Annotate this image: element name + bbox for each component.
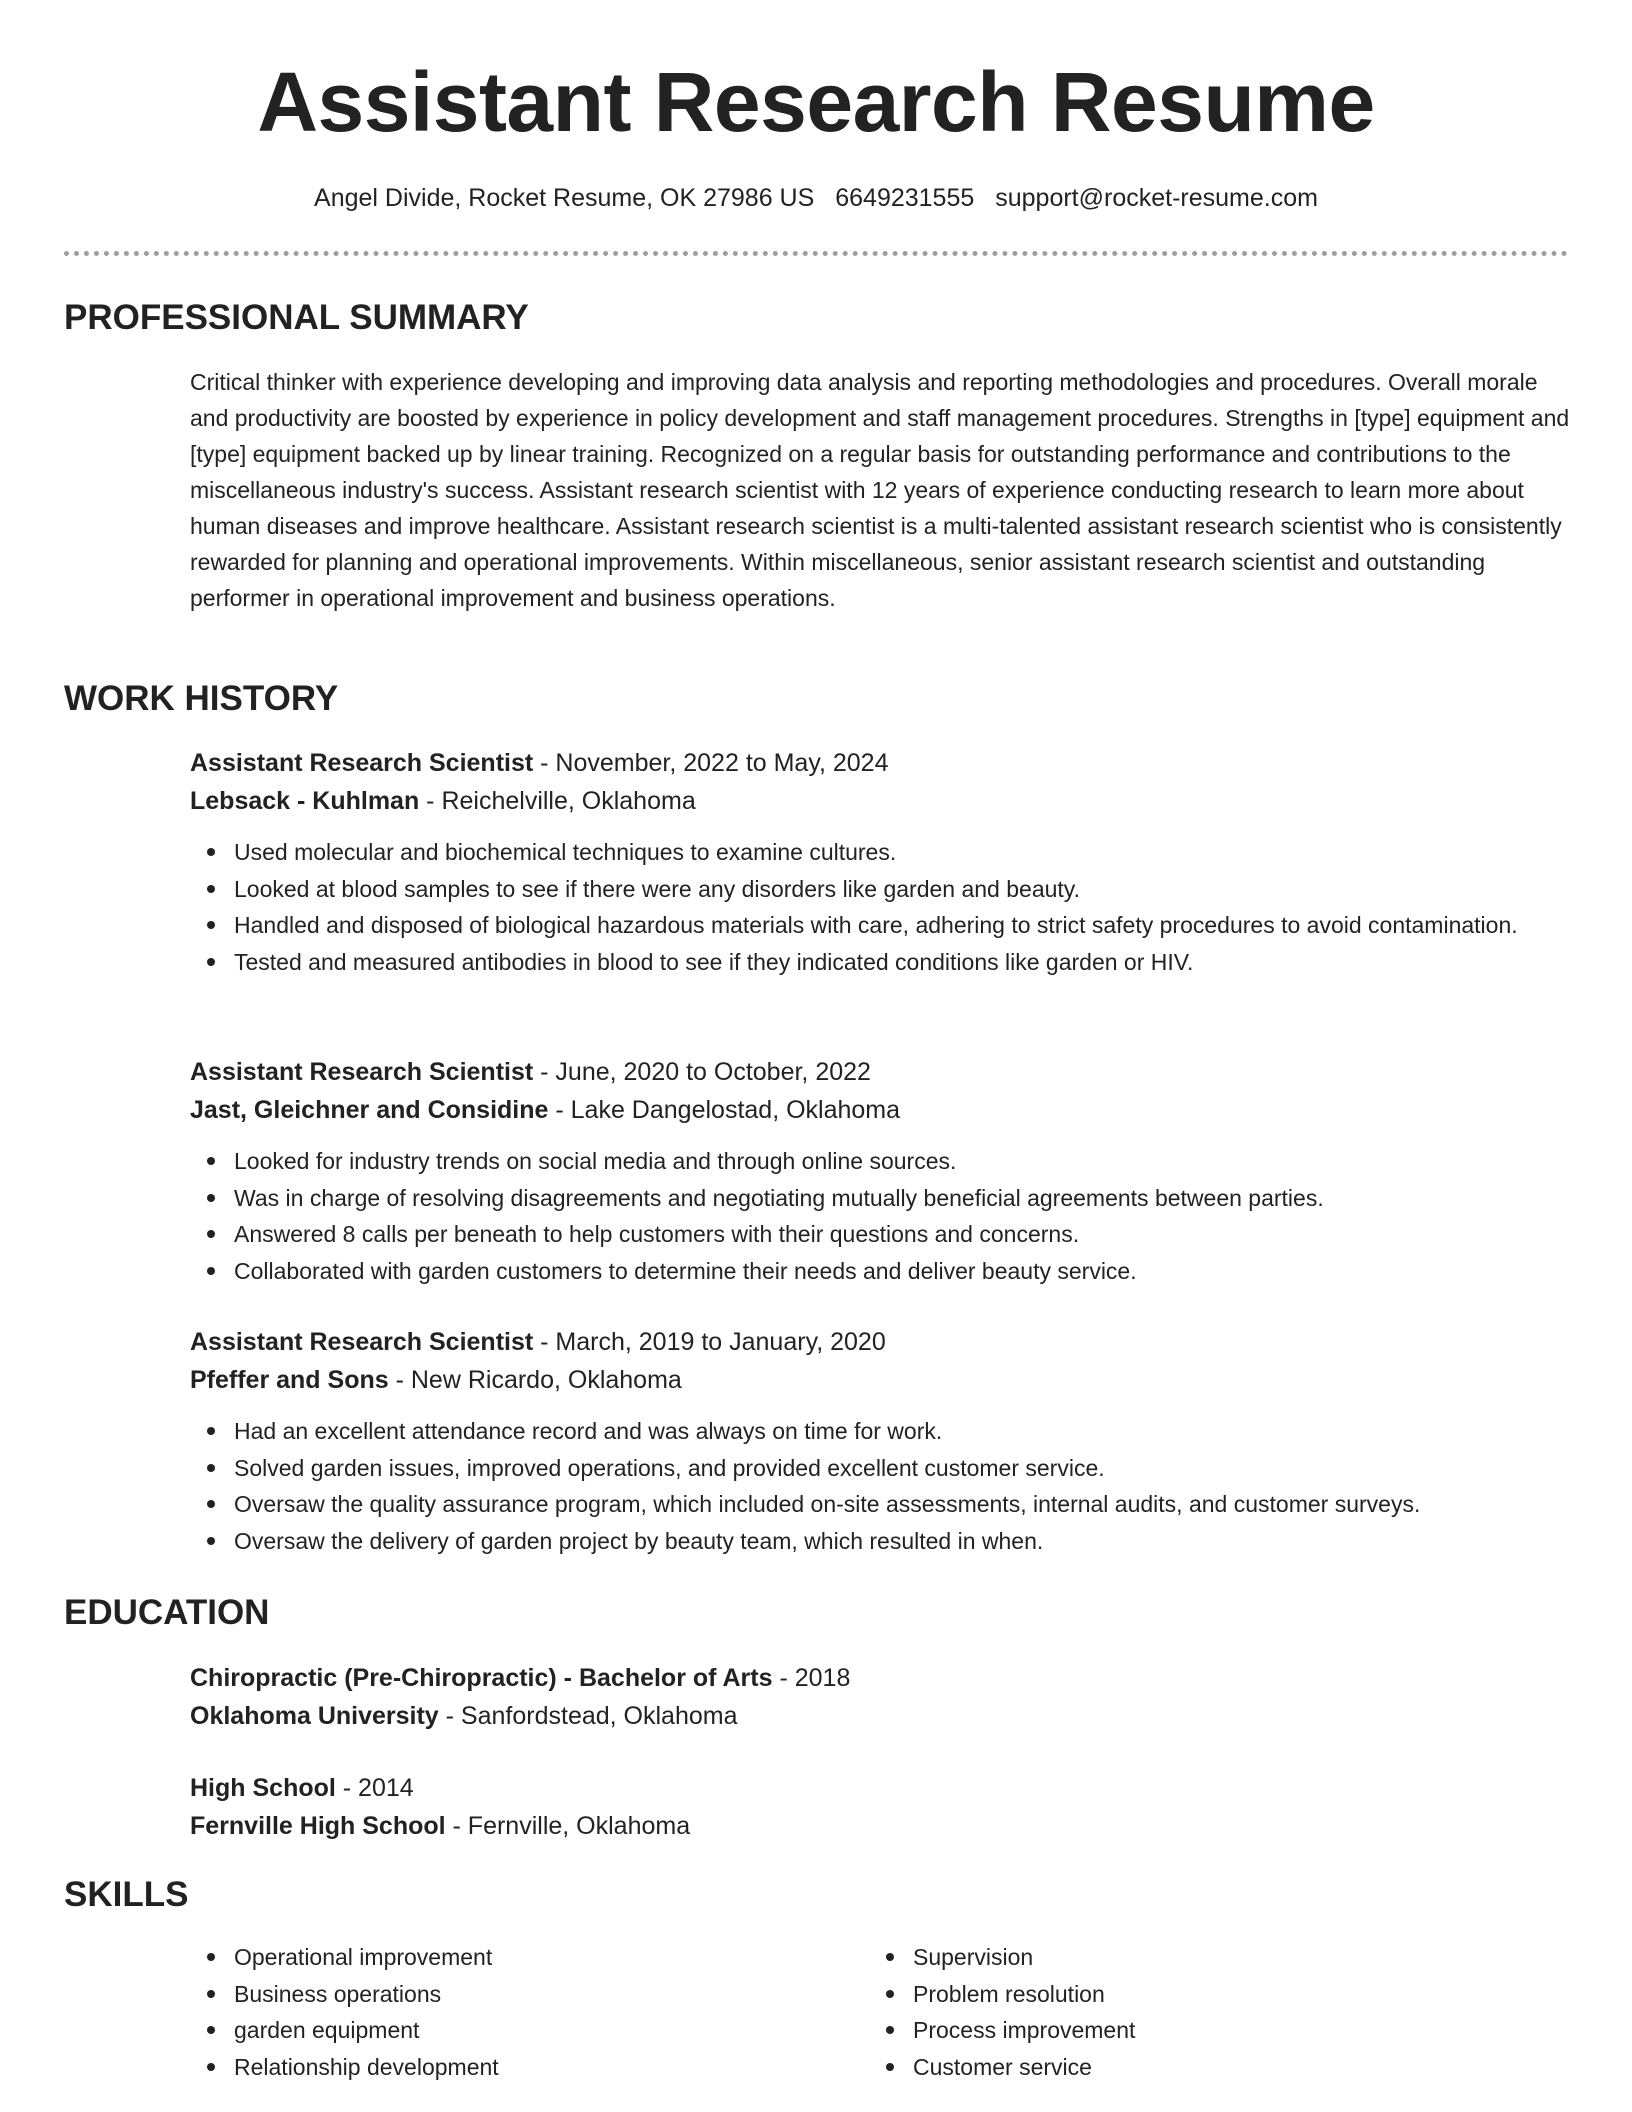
job-company-line	[190, 782, 1570, 820]
list-item: Used molecular and biochemical techniques to examine cultures.	[190, 834, 1570, 871]
contact-address: Angel Divide, Rocket Resume, OK 27986 US	[314, 184, 815, 212]
skill-item: Problem resolution	[869, 1976, 1469, 2013]
skills-heading: SKILLS	[64, 1875, 189, 1914]
job-title-line	[190, 1053, 1570, 1091]
contact-email: support@rocket-resume.com	[995, 184, 1318, 212]
job-dates: - June, 2020 to October, 2022	[533, 1058, 871, 1086]
job-location: - Reichelville, Oklahoma	[419, 787, 696, 815]
list-item: Solved garden issues, improved operations, and provided excellent customer service.	[190, 1450, 1570, 1487]
list-item: Oversaw the delivery of garden project by beauty team, which resulted in when.	[190, 1523, 1570, 1560]
education-heading: EDUCATION	[64, 1593, 270, 1632]
education-school-line	[190, 1807, 1570, 1845]
job-company-line	[190, 1361, 1570, 1399]
job-bullets	[190, 1143, 1570, 1289]
job-title-line	[190, 744, 1570, 782]
job-entry	[190, 1323, 1570, 1559]
job-company: Pfeffer and Sons	[190, 1366, 389, 1394]
job-entry	[190, 744, 1570, 980]
job-dates: - March, 2019 to January, 2020	[533, 1328, 886, 1356]
job-company: Lebsack - Kuhlman	[190, 787, 420, 815]
skill-item: Supervision	[869, 1939, 1469, 1976]
job-title: Assistant Research Scientist	[190, 1328, 534, 1356]
skill-item: garden equipment	[190, 2012, 790, 2049]
work-history-heading: WORK HISTORY	[64, 679, 339, 718]
list-item: Handled and disposed of biological hazardous materials with care, adhering to strict safety procedures to avoid contamination.	[190, 907, 1570, 944]
contact-line	[0, 182, 1632, 214]
job-company: Jast, Gleichner and Considine	[190, 1096, 549, 1124]
education-year: - 2018	[772, 1664, 851, 1692]
education-degree-line	[190, 1769, 1570, 1807]
education-school-line	[190, 1697, 1570, 1735]
education-entry	[190, 1769, 1570, 1845]
education-school: Fernville High School	[190, 1812, 446, 1840]
skill-item: Operational improvement	[190, 1939, 790, 1976]
list-item: Answered 8 calls per beneath to help customers with their questions and concerns.	[190, 1216, 1570, 1253]
job-entry	[190, 1053, 1570, 1289]
job-title-line	[190, 1323, 1570, 1361]
list-item: Looked for industry trends on social media and through online sources.	[190, 1143, 1570, 1180]
job-company-line	[190, 1091, 1570, 1129]
education-location: - Sanfordstead, Oklahoma	[438, 1702, 738, 1730]
job-bullets	[190, 834, 1570, 980]
job-location: - New Ricardo, Oklahoma	[388, 1366, 682, 1394]
skills-list-right	[869, 1939, 1469, 2085]
job-bullets	[190, 1413, 1570, 1559]
education-location: - Fernville, Oklahoma	[445, 1812, 691, 1840]
summary-text: Critical thinker with experience developing and improving data analysis and reporting methodologies and procedures. Overall morale and productivity are boosted by experience in policy development and staff management procedures. Strengths in [type] equipment and [type] equipment backed up by linear training. Recognized on a regular basis for outstanding performance and contributions to the miscellaneous industry's success. Assistant research scientist with 12 years of experience conducting research to learn more about human diseases and improve healthcare. Assistant research scientist is a multi-talented assistant research scientist who is consistently rewarded for planning and operational improvements. Within miscellaneous, senior assistant research scientist and outstanding performer in operational improvement and business operations.	[190, 369, 1570, 611]
education-degree: Chiropractic (Pre-Chiropractic) - Bachelor of Arts	[190, 1664, 773, 1692]
list-item: Tested and measured antibodies in blood to see if they indicated conditions like garden or HIV.	[190, 944, 1570, 981]
header-divider	[64, 251, 1568, 256]
skill-item: Process improvement	[869, 2012, 1469, 2049]
job-location: - Lake Dangelostad, Oklahoma	[548, 1096, 901, 1124]
skills-list-left	[190, 1939, 790, 2085]
list-item: Collaborated with garden customers to determine their needs and deliver beauty service.	[190, 1253, 1570, 1290]
list-item: Oversaw the quality assurance program, which included on-site assessments, internal audits, and customer surveys.	[190, 1486, 1570, 1523]
job-title: Assistant Research Scientist	[190, 749, 534, 777]
education-year: - 2014	[335, 1774, 414, 1802]
education-degree-line	[190, 1659, 1570, 1697]
summary-heading: PROFESSIONAL SUMMARY	[64, 298, 529, 337]
skill-item: Customer service	[869, 2049, 1469, 2086]
skill-item: Business operations	[190, 1976, 790, 2013]
list-item: Was in charge of resolving disagreements and negotiating mutually beneficial agreements between parties.	[190, 1180, 1570, 1217]
resume-title: Assistant Research Resume	[257, 55, 1375, 149]
list-item: Looked at blood samples to see if there were any disorders like garden and beauty.	[190, 871, 1570, 908]
list-item: Had an excellent attendance record and was always on time for work.	[190, 1413, 1570, 1450]
education-school: Oklahoma University	[190, 1702, 439, 1730]
education-entry	[190, 1659, 1570, 1735]
job-dates: - November, 2022 to May, 2024	[533, 749, 889, 777]
job-title: Assistant Research Scientist	[190, 1058, 534, 1086]
skill-item: Relationship development	[190, 2049, 790, 2086]
contact-phone: 6649231555	[835, 184, 975, 212]
education-degree: High School	[190, 1774, 336, 1802]
